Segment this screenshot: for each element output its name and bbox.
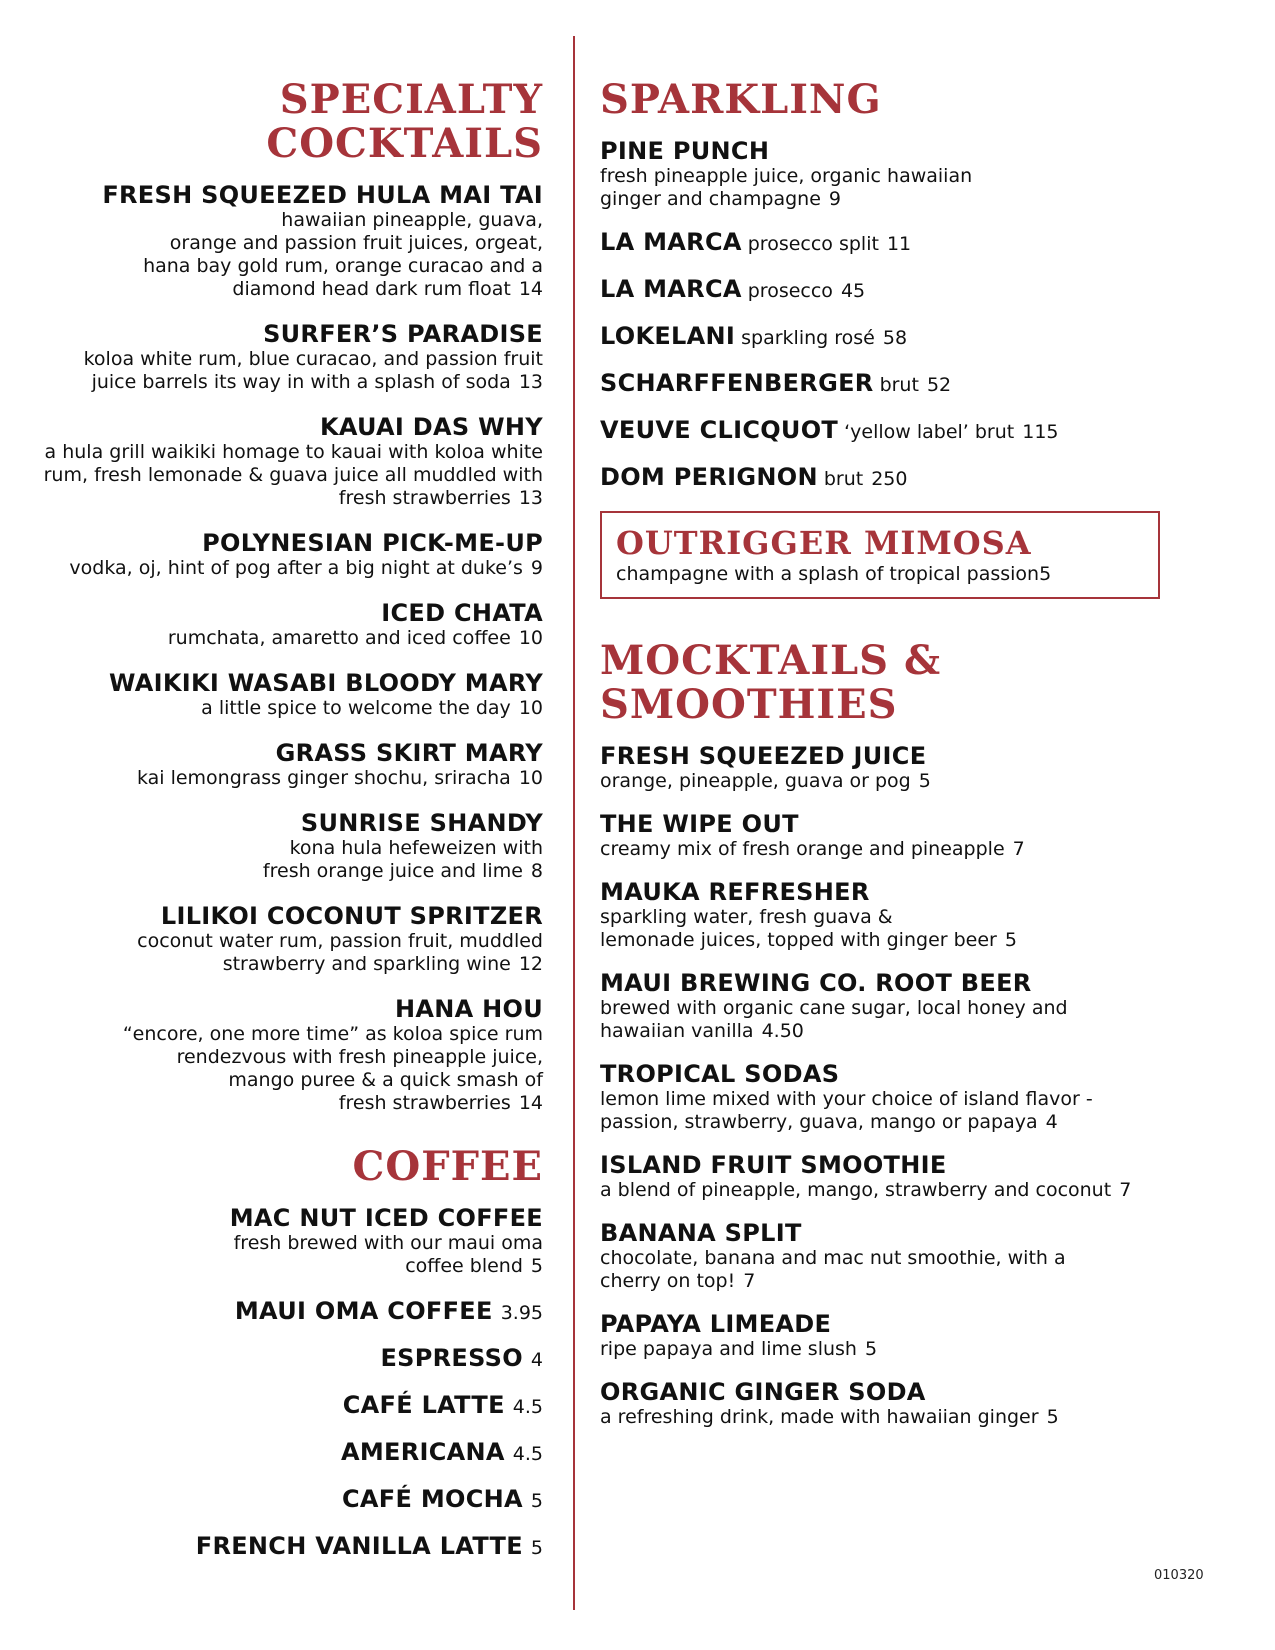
item-price: 10 xyxy=(518,767,543,789)
item-name: AMERICANA xyxy=(340,1438,505,1466)
desc-text: orange and passion fruit juices, orgeat, xyxy=(169,232,543,254)
specialty-cocktails-title xyxy=(23,78,543,166)
item-name: FRENCH VANILLA LATTE xyxy=(195,1532,523,1560)
item-price: 13 xyxy=(518,371,543,393)
item-name: VEUVE CLICQUOT xyxy=(600,416,839,444)
item-description xyxy=(23,627,543,650)
outrigger-mimosa-box xyxy=(600,511,1160,599)
desc-line xyxy=(600,1020,1240,1043)
desc-line xyxy=(23,767,543,790)
item-price: 11 xyxy=(886,233,912,255)
menu-item xyxy=(23,670,543,720)
item-price: 9 xyxy=(828,188,841,210)
sparkling-list xyxy=(600,229,1240,493)
item-name: LILIKOI COCONUT SPRITZER xyxy=(160,902,543,930)
item-name: BANANA SPLIT xyxy=(600,1219,802,1247)
item-name: GRASS SKIRT MARY xyxy=(275,739,543,767)
desc-line: fresh pineapple juice, organic hawaiian xyxy=(600,165,973,187)
desc-text: a blend of pineapple, mango, strawberry and coconut xyxy=(600,1179,1112,1201)
title-line: COCKTAILS xyxy=(266,120,543,167)
item-description xyxy=(600,1247,1240,1293)
item-price: 8 xyxy=(530,860,543,882)
menu-item xyxy=(600,276,1240,305)
desc-line xyxy=(600,838,1240,861)
menu-item xyxy=(23,1298,543,1327)
item-name: MAUI BREWING CO. ROOT BEER xyxy=(600,969,1032,997)
desc-line xyxy=(600,1179,1240,1202)
menu-item xyxy=(23,740,543,790)
menu-item xyxy=(600,464,1240,493)
desc-line xyxy=(23,232,543,255)
desc-line xyxy=(600,188,1240,211)
menu-item xyxy=(23,321,543,394)
desc-line xyxy=(600,929,1240,952)
desc-text: fresh brewed with our maui oma xyxy=(233,1232,543,1254)
desc-text: brewed with organic cane sugar, local honey and xyxy=(600,997,1068,1019)
item-price: 5 xyxy=(1004,929,1017,951)
desc-line xyxy=(23,697,543,720)
desc-line xyxy=(23,1232,543,1255)
desc-line xyxy=(23,441,543,464)
item-name: MAUKA REFRESHER xyxy=(600,878,870,906)
desc-text: champagne with a splash of tropical passion xyxy=(616,563,1040,585)
item-price: 58 xyxy=(882,327,908,349)
item-price: 4.5 xyxy=(512,1396,543,1418)
menu-item xyxy=(23,1439,543,1468)
item-price: 5 xyxy=(530,1490,543,1512)
item-price: 4.5 xyxy=(512,1443,543,1465)
desc-line xyxy=(23,1023,543,1046)
desc-line xyxy=(23,1046,543,1069)
desc-line xyxy=(600,906,1240,929)
item-price: 5 xyxy=(1039,563,1052,585)
desc-line xyxy=(23,953,543,976)
desc-text: mango puree & a quick smash of xyxy=(228,1069,543,1091)
item-name: ICED CHATA xyxy=(381,599,543,627)
menu-item xyxy=(23,903,543,976)
item-price: 115 xyxy=(1022,421,1059,443)
item-description xyxy=(23,348,543,394)
item-description xyxy=(23,767,543,790)
desc-text: lemon lime mixed with your choice of island flavor - xyxy=(600,1088,1093,1110)
item-description xyxy=(23,697,543,720)
desc-text: fresh strawberries xyxy=(338,1092,511,1114)
desc-line xyxy=(23,557,543,580)
menu-item xyxy=(600,1311,1240,1361)
desc-text: vodka, oj, hint of pog after a big night at duke’s xyxy=(69,557,523,579)
desc-line xyxy=(23,1255,543,1278)
item-price: 5 xyxy=(530,1255,543,1277)
menu-item xyxy=(23,1345,543,1374)
coffee-list xyxy=(23,1205,543,1562)
item-description xyxy=(600,1338,1240,1361)
item-price: 7 xyxy=(1119,1179,1132,1201)
menu-code: 010320 xyxy=(1154,1568,1204,1583)
desc-line xyxy=(600,1338,1240,1361)
menu-item xyxy=(23,530,543,580)
item-price: 12 xyxy=(518,953,543,975)
desc-line xyxy=(23,278,543,301)
item-price: 52 xyxy=(926,374,952,396)
menu-item xyxy=(600,229,1240,258)
menu-item xyxy=(23,600,543,650)
menu-item xyxy=(600,970,1240,1043)
desc-text: juice barrels its way in with a splash of soda xyxy=(91,371,511,393)
item-price: 7 xyxy=(1012,838,1025,860)
item-name: THE WIPE OUT xyxy=(600,810,799,838)
desc-line xyxy=(600,1111,1240,1134)
desc-text: coffee blend xyxy=(405,1255,523,1277)
menu-item xyxy=(600,1061,1240,1134)
desc-text: fresh orange juice and lime xyxy=(262,860,523,882)
item-name: LA MARCA xyxy=(600,228,742,256)
item-price: 3.95 xyxy=(500,1302,543,1324)
item-name: ESPRESSO xyxy=(380,1344,523,1372)
item-name: LA MARCA xyxy=(600,275,742,303)
item-description: sparkling rosé xyxy=(741,327,875,349)
item-description xyxy=(23,209,543,301)
sparkling-title: SPARKLING xyxy=(600,76,882,123)
coffee-title: COFFEE xyxy=(352,1143,543,1190)
desc-text: a refreshing drink, made with hawaiian ginger xyxy=(600,1406,1039,1428)
item-description: prosecco split xyxy=(747,233,879,255)
mimosa-description xyxy=(616,561,1142,587)
desc-text: creamy mix of fresh orange and pineapple xyxy=(600,838,1005,860)
item-description xyxy=(23,557,543,580)
item-price: 4 xyxy=(530,1349,543,1371)
menu-item xyxy=(600,1379,1240,1429)
desc-text: lemonade juices, topped with ginger beer xyxy=(600,929,997,951)
item-name: SCHARFFENBERGER xyxy=(600,369,874,397)
menu-item xyxy=(23,1205,543,1278)
desc-line xyxy=(23,837,543,860)
item-description xyxy=(600,1088,1240,1134)
desc-line xyxy=(600,770,1240,793)
desc-line xyxy=(600,1406,1240,1429)
menu-item xyxy=(23,182,543,301)
item-price: 7 xyxy=(743,1270,756,1292)
menu-item xyxy=(600,879,1240,952)
item-name: WAIKIKI WASABI BLOODY MARY xyxy=(109,669,543,697)
item-name: MAC NUT ICED COFFEE xyxy=(229,1204,543,1232)
item-name: FRESH SQUEEZED HULA MAI TAI xyxy=(102,181,543,209)
item-description: ‘yellow label’ brut xyxy=(844,421,1015,443)
mocktails-list xyxy=(600,743,1240,1429)
desc-line xyxy=(23,1069,543,1092)
item-description xyxy=(600,906,1240,952)
item-description xyxy=(600,838,1240,861)
item-description: brut xyxy=(879,374,919,396)
item-price: 14 xyxy=(518,278,543,300)
desc-line xyxy=(23,1092,543,1115)
item-price: 9 xyxy=(530,557,543,579)
desc-line xyxy=(23,860,543,883)
item-description xyxy=(600,770,1240,793)
desc-text: hana bay gold rum, orange curacao and a xyxy=(143,255,543,277)
item-name: TROPICAL SODAS xyxy=(600,1060,840,1088)
item-price: 45 xyxy=(840,280,866,302)
menu-item xyxy=(600,417,1240,446)
desc-line xyxy=(600,1088,1240,1111)
item-price: 5 xyxy=(918,770,931,792)
item-price: 4.50 xyxy=(761,1020,804,1042)
title-line: SPECIALTY xyxy=(279,76,543,123)
desc-text: kai lemongrass ginger shochu, sriracha xyxy=(136,767,511,789)
desc-line xyxy=(23,487,543,510)
desc-text: hawaiian pineapple, guava, xyxy=(281,209,543,231)
menu-item xyxy=(23,996,543,1115)
menu-item xyxy=(600,323,1240,352)
desc-text: kona hula hefeweizen with xyxy=(289,837,543,859)
desc-text: a little spice to welcome the day xyxy=(201,697,511,719)
menu-item xyxy=(23,810,543,883)
desc-text: fresh strawberries xyxy=(338,487,511,509)
desc-text: diamond head dark rum float xyxy=(232,278,511,300)
desc-text: orange, pineapple, guava or pog xyxy=(600,770,911,792)
desc-text: passion, strawberry, guava, mango or papaya xyxy=(600,1111,1038,1133)
menu-item xyxy=(600,138,1240,211)
left-column xyxy=(23,78,543,1580)
item-description: brut xyxy=(823,468,864,490)
menu-item xyxy=(23,414,543,510)
desc-text: “encore, one more time” as koloa spice rum xyxy=(122,1023,543,1045)
desc-line xyxy=(600,1270,1240,1293)
desc-line xyxy=(600,997,1240,1020)
item-name: ISLAND FRUIT SMOOTHIE xyxy=(600,1151,947,1179)
desc-text: a hula grill waikiki homage to kauai with koloa white xyxy=(44,441,543,463)
desc-line xyxy=(23,209,543,232)
menu-item xyxy=(23,1533,543,1562)
item-description xyxy=(600,1406,1240,1429)
right-column xyxy=(600,78,1240,1447)
item-name: CAFÉ LATTE xyxy=(342,1391,505,1419)
item-name: KAUAI DAS WHY xyxy=(319,413,543,441)
item-name: DOM PERIGNON xyxy=(600,463,818,491)
item-description xyxy=(600,165,1240,211)
desc-line xyxy=(23,371,543,394)
item-description xyxy=(23,441,543,510)
item-name: PAPAYA LIMEADE xyxy=(600,1310,832,1338)
item-description xyxy=(23,1023,543,1115)
desc-line xyxy=(23,627,543,650)
item-description xyxy=(23,837,543,883)
item-price: 5 xyxy=(530,1537,543,1559)
menu-item xyxy=(23,1392,543,1421)
desc-line xyxy=(600,1247,1240,1270)
item-name: SUNRISE SHANDY xyxy=(300,809,543,837)
item-name: POLYNESIAN PICK-ME-UP xyxy=(202,529,543,557)
item-price: 5 xyxy=(864,1338,878,1360)
item-description xyxy=(23,930,543,976)
item-description xyxy=(600,1179,1240,1202)
desc-text: koloa white rum, blue curacao, and passion fruit xyxy=(83,348,543,370)
desc-text: chocolate, banana and mac nut smoothie, with a xyxy=(600,1247,1066,1269)
item-description: prosecco xyxy=(747,280,833,302)
item-price: 10 xyxy=(518,627,543,649)
menu-item xyxy=(600,370,1240,399)
desc-text: cherry on top! xyxy=(600,1270,736,1292)
desc-line xyxy=(23,348,543,371)
item-price: 250 xyxy=(871,468,908,490)
desc-text: sparkling water, fresh guava & xyxy=(600,906,893,928)
item-name: MAUI OMA COFFEE xyxy=(234,1297,493,1325)
desc-text: strawberry and sparkling wine xyxy=(222,953,511,975)
specialty-cocktails-list xyxy=(23,182,543,1115)
mocktails-smoothies-title: MOCKTAILS & SMOOTHIES xyxy=(600,637,942,728)
desc-text: rumchata, amaretto and iced coffee xyxy=(167,627,511,649)
item-name: ORGANIC GINGER SODA xyxy=(600,1378,926,1406)
item-name: CAFÉ MOCHA xyxy=(342,1485,523,1513)
desc-text: rendezvous with fresh pineapple juice, xyxy=(176,1046,543,1068)
item-price: 13 xyxy=(518,487,543,509)
desc-text: coconut water rum, passion fruit, muddled xyxy=(137,930,543,952)
desc-line xyxy=(23,464,543,487)
item-name: HANA HOU xyxy=(394,995,543,1023)
desc-text: hawaiian vanilla xyxy=(600,1020,754,1042)
desc-text: ripe papaya and lime slush xyxy=(600,1338,857,1360)
desc-line xyxy=(23,930,543,953)
menu-item xyxy=(23,1486,543,1515)
item-name: LOKELANI xyxy=(600,322,736,350)
menu-item xyxy=(600,743,1240,793)
item-price: 10 xyxy=(518,697,543,719)
item-price: 4 xyxy=(1045,1111,1058,1133)
item-name: SURFER’S PARADISE xyxy=(263,320,543,348)
item-name: FRESH SQUEEZED JUICE xyxy=(600,742,927,770)
desc-text: ginger and champagne xyxy=(600,188,821,210)
menu-item xyxy=(600,1152,1240,1202)
menu-item xyxy=(600,1220,1240,1293)
item-name: PINE PUNCH xyxy=(600,137,770,165)
menu-item xyxy=(600,811,1240,861)
desc-line xyxy=(23,255,543,278)
item-description xyxy=(23,1232,543,1278)
item-price: 5 xyxy=(1046,1406,1059,1428)
item-description xyxy=(600,997,1240,1043)
column-divider xyxy=(573,36,575,1610)
desc-text: rum, fresh lemonade & guava juice all muddled with xyxy=(43,464,543,486)
item-price: 14 xyxy=(518,1092,543,1114)
mimosa-title: OUTRIGGER MIMOSA xyxy=(616,524,1032,562)
